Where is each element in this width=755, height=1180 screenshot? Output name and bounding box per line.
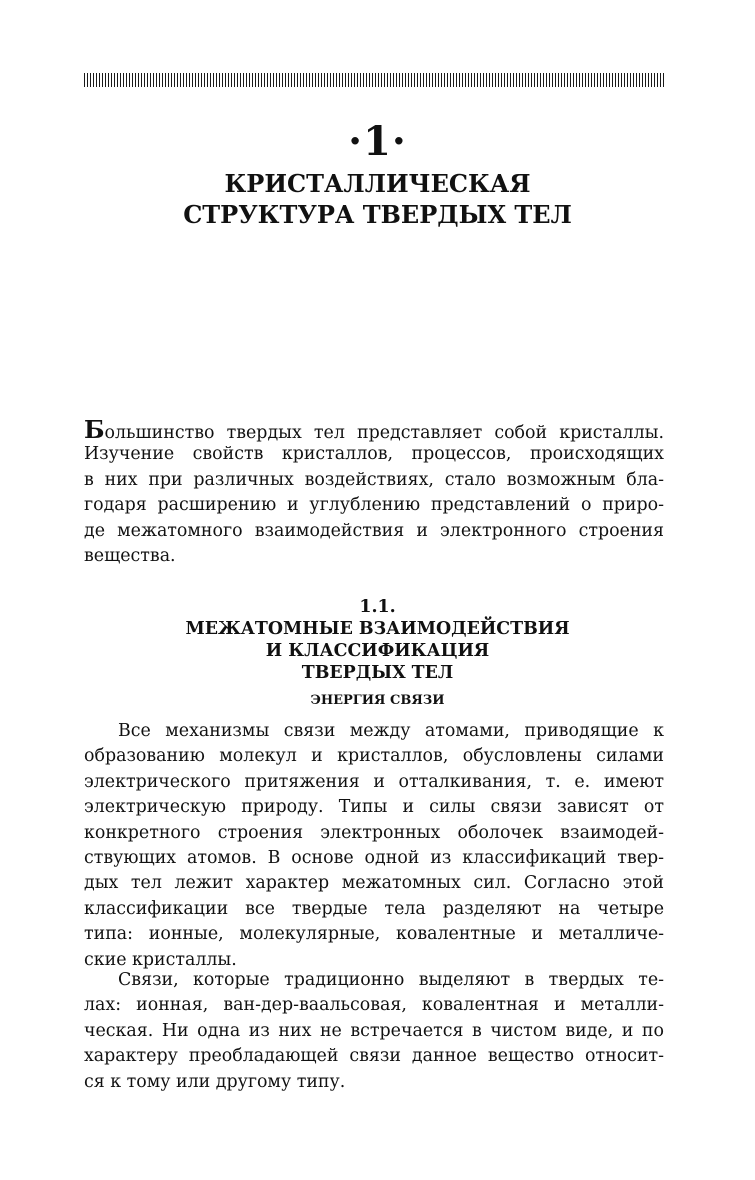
paragraph-line: ские кристаллы. bbox=[84, 949, 237, 970]
intro-line: Изучение свойств кристаллов, процессов, происходящих bbox=[84, 444, 664, 465]
chapter-title-line: КРИСТАЛЛИЧЕСКАЯ bbox=[224, 169, 531, 198]
paragraph-line: типа: ионные, молекулярные, ковалентные и металличе- bbox=[84, 924, 664, 945]
intro-line: де межатомного взаимодействия и электронного строения bbox=[84, 520, 664, 541]
intro-line: в них при различных воздействиях, стало возможным бла- bbox=[84, 469, 664, 490]
paragraph-line: Все механизмы связи между атомами, приводящие к bbox=[118, 721, 664, 741]
intro-line-text: ольшинство твердых тел представляет собой кристаллы. bbox=[104, 423, 664, 443]
paragraph-line: электрическую природу. Типы и силы связи зависят от bbox=[84, 797, 664, 818]
paragraph-line: образованию молекул и кристаллов, обусловлены силами bbox=[84, 746, 664, 767]
paragraph-line: Связи, которые традиционно выделяют в твердых те- bbox=[118, 970, 664, 990]
body-paragraph bbox=[84, 968, 664, 1095]
paragraph-line: ческая. Ни одна из них не встречается в чистом виде, и по bbox=[84, 1020, 664, 1041]
section-title-line: И КЛАССИФИКАЦИЯ bbox=[265, 641, 490, 661]
subsection-heading: ЭНЕРГИЯ СВЯЗИ bbox=[310, 693, 445, 708]
paragraph-line: классификации все твердые тела разделяют на четыре bbox=[84, 898, 664, 919]
body-paragraph bbox=[84, 719, 664, 973]
paragraph-line: конкретного строения электронных оболочек взаимодей- bbox=[84, 822, 664, 843]
paragraph-line: ся к тому или другому типу. bbox=[84, 1071, 346, 1092]
intro-line: вещества. bbox=[84, 545, 176, 566]
intro-line bbox=[84, 417, 664, 442]
paragraph-line: электрического притяжения и отталкивания, т. е. имеют bbox=[84, 771, 664, 792]
paragraph-line: ствующих атомов. В основе одной из классификаций твер- bbox=[84, 847, 664, 868]
paragraph-line: дых тел лежит характер межатомных сил. Согласно этой bbox=[84, 873, 664, 894]
chapter-number: ·1· bbox=[348, 118, 407, 165]
chapter-title-line: СТРУКТУРА ТВЕРДЫХ ТЕЛ bbox=[183, 200, 572, 229]
section-title-line: МЕЖАТОМНЫЕ ВЗАИМОДЕЙСТВИЯ bbox=[185, 619, 570, 639]
section-title-line: ТВЕРДЫХ ТЕЛ bbox=[301, 663, 454, 683]
intro-line: годаря расширению и углублению представлений о приро- bbox=[84, 495, 664, 516]
section-heading bbox=[0, 596, 755, 684]
drop-cap: Б bbox=[84, 415, 105, 444]
paragraph-line: характеру преобладающей связи данное вещество относит- bbox=[84, 1046, 664, 1067]
intro-paragraph bbox=[84, 417, 664, 569]
paragraph-line: лах: ионная, ван-дер-ваальсовая, ковалентная и металли- bbox=[84, 995, 664, 1016]
chapter-title bbox=[0, 168, 755, 230]
section-number: 1.1. bbox=[359, 597, 396, 617]
decorative-top-rule bbox=[84, 73, 664, 87]
